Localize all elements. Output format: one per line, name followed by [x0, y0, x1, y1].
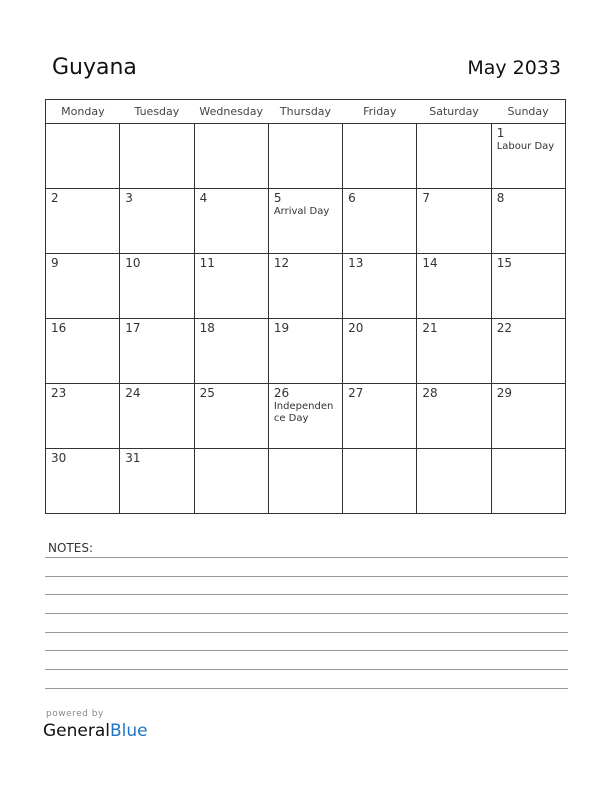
day-cell[interactable]: [46, 319, 120, 384]
day-number: 25: [199, 386, 215, 400]
notes-label: NOTES:: [48, 541, 93, 555]
holiday-label: Arrival Day: [273, 206, 330, 217]
holiday-label: Labour Day: [496, 141, 555, 152]
notes-line: [45, 632, 568, 633]
notes-line: [45, 557, 568, 558]
day-cell[interactable]: [194, 384, 268, 449]
day-number: 1: [496, 126, 505, 140]
day-number: 15: [496, 256, 512, 270]
day-cell[interactable]: [194, 449, 268, 514]
day-number: 8: [496, 191, 505, 205]
week-row: [46, 449, 566, 514]
day-cell[interactable]: [46, 124, 120, 189]
day-number: 13: [348, 256, 364, 270]
day-number: 3: [125, 191, 133, 205]
day-cell[interactable]: [491, 254, 565, 319]
day-number: 30: [51, 451, 67, 465]
day-cell[interactable]: [120, 384, 194, 449]
day-number: 6: [348, 191, 356, 205]
day-cell[interactable]: [194, 319, 268, 384]
notes-line: [45, 613, 568, 614]
day-cell[interactable]: [491, 384, 565, 449]
holiday-label: Independence Day: [273, 401, 334, 424]
weekday-friday: Friday: [343, 100, 417, 124]
week-row: [46, 124, 566, 189]
day-cell[interactable]: [120, 124, 194, 189]
day-cell[interactable]: [417, 384, 491, 449]
weekday-thursday: Thursday: [268, 100, 342, 124]
day-cell[interactable]: [343, 124, 417, 189]
day-number: 21: [422, 321, 438, 335]
notes-line: [45, 576, 568, 577]
day-cell[interactable]: [417, 189, 491, 254]
day-number: 24: [125, 386, 141, 400]
day-cell[interactable]: [46, 189, 120, 254]
brand-blue: Blue: [110, 721, 148, 741]
day-cell[interactable]: [194, 254, 268, 319]
day-cell[interactable]: [343, 384, 417, 449]
week-row: [46, 384, 566, 449]
notes-line: [45, 688, 568, 689]
notes-line: [45, 669, 568, 670]
day-cell[interactable]: [343, 189, 417, 254]
day-number: 5: [273, 191, 282, 205]
weekday-monday: Monday: [46, 100, 120, 124]
day-cell[interactable]: [120, 254, 194, 319]
weekday-sunday: Sunday: [491, 100, 565, 124]
week-row: [46, 254, 566, 319]
month-year-title: May 2033: [467, 57, 561, 79]
day-cell[interactable]: [491, 189, 565, 254]
day-cell[interactable]: [417, 319, 491, 384]
brand-general: General: [43, 721, 110, 741]
day-cell[interactable]: [343, 254, 417, 319]
day-cell[interactable]: [194, 189, 268, 254]
country-title: Guyana: [52, 55, 137, 80]
notes-line: [45, 594, 568, 595]
day-cell[interactable]: [194, 124, 268, 189]
day-number: 22: [496, 321, 512, 335]
week-row: [46, 189, 566, 254]
day-number: 9: [51, 256, 59, 270]
day-number: 16: [51, 321, 67, 335]
day-number: 26: [273, 386, 290, 400]
day-number: 4: [199, 191, 208, 205]
day-cell[interactable]: [491, 124, 565, 189]
calendar-body: [46, 124, 566, 514]
powered-by-text: powered by: [46, 709, 104, 719]
day-cell[interactable]: [46, 384, 120, 449]
day-number: 31: [125, 451, 141, 465]
day-cell[interactable]: [120, 189, 194, 254]
day-number: 17: [125, 321, 141, 335]
day-cell[interactable]: [46, 449, 120, 514]
day-cell[interactable]: [343, 449, 417, 514]
day-number: 10: [125, 256, 141, 270]
day-number: 7: [422, 191, 431, 205]
day-cell[interactable]: [491, 319, 565, 384]
day-cell[interactable]: [46, 254, 120, 319]
day-cell[interactable]: [268, 449, 342, 514]
day-number: 28: [422, 386, 438, 400]
day-cell[interactable]: [120, 449, 194, 514]
weekday-wednesday: Wednesday: [194, 100, 268, 124]
weekday-tuesday: Tuesday: [120, 100, 194, 124]
day-cell[interactable]: [491, 449, 565, 514]
day-cell[interactable]: [268, 319, 342, 384]
day-cell[interactable]: [120, 319, 194, 384]
day-cell[interactable]: [417, 124, 491, 189]
day-cell[interactable]: [268, 189, 342, 254]
day-cell[interactable]: [417, 449, 491, 514]
day-number: 20: [348, 321, 364, 335]
day-number: 14: [422, 256, 438, 270]
day-cell[interactable]: [268, 124, 342, 189]
day-cell[interactable]: [268, 384, 342, 449]
day-number: 27: [348, 386, 364, 400]
day-number: 12: [273, 256, 290, 270]
brand-logo[interactable]: [43, 721, 148, 741]
weekday-header-row: [46, 100, 566, 124]
day-cell[interactable]: [268, 254, 342, 319]
calendar-grid: [45, 99, 566, 514]
day-number: 29: [496, 386, 512, 400]
day-number: 2: [51, 191, 59, 205]
day-number: 11: [199, 256, 215, 270]
day-number: 18: [199, 321, 215, 335]
day-number: 23: [51, 386, 67, 400]
weekday-saturday: Saturday: [417, 100, 491, 124]
day-cell[interactable]: [343, 319, 417, 384]
week-row: [46, 319, 566, 384]
notes-line: [45, 650, 568, 651]
day-number: 19: [273, 321, 290, 335]
day-cell[interactable]: [417, 254, 491, 319]
